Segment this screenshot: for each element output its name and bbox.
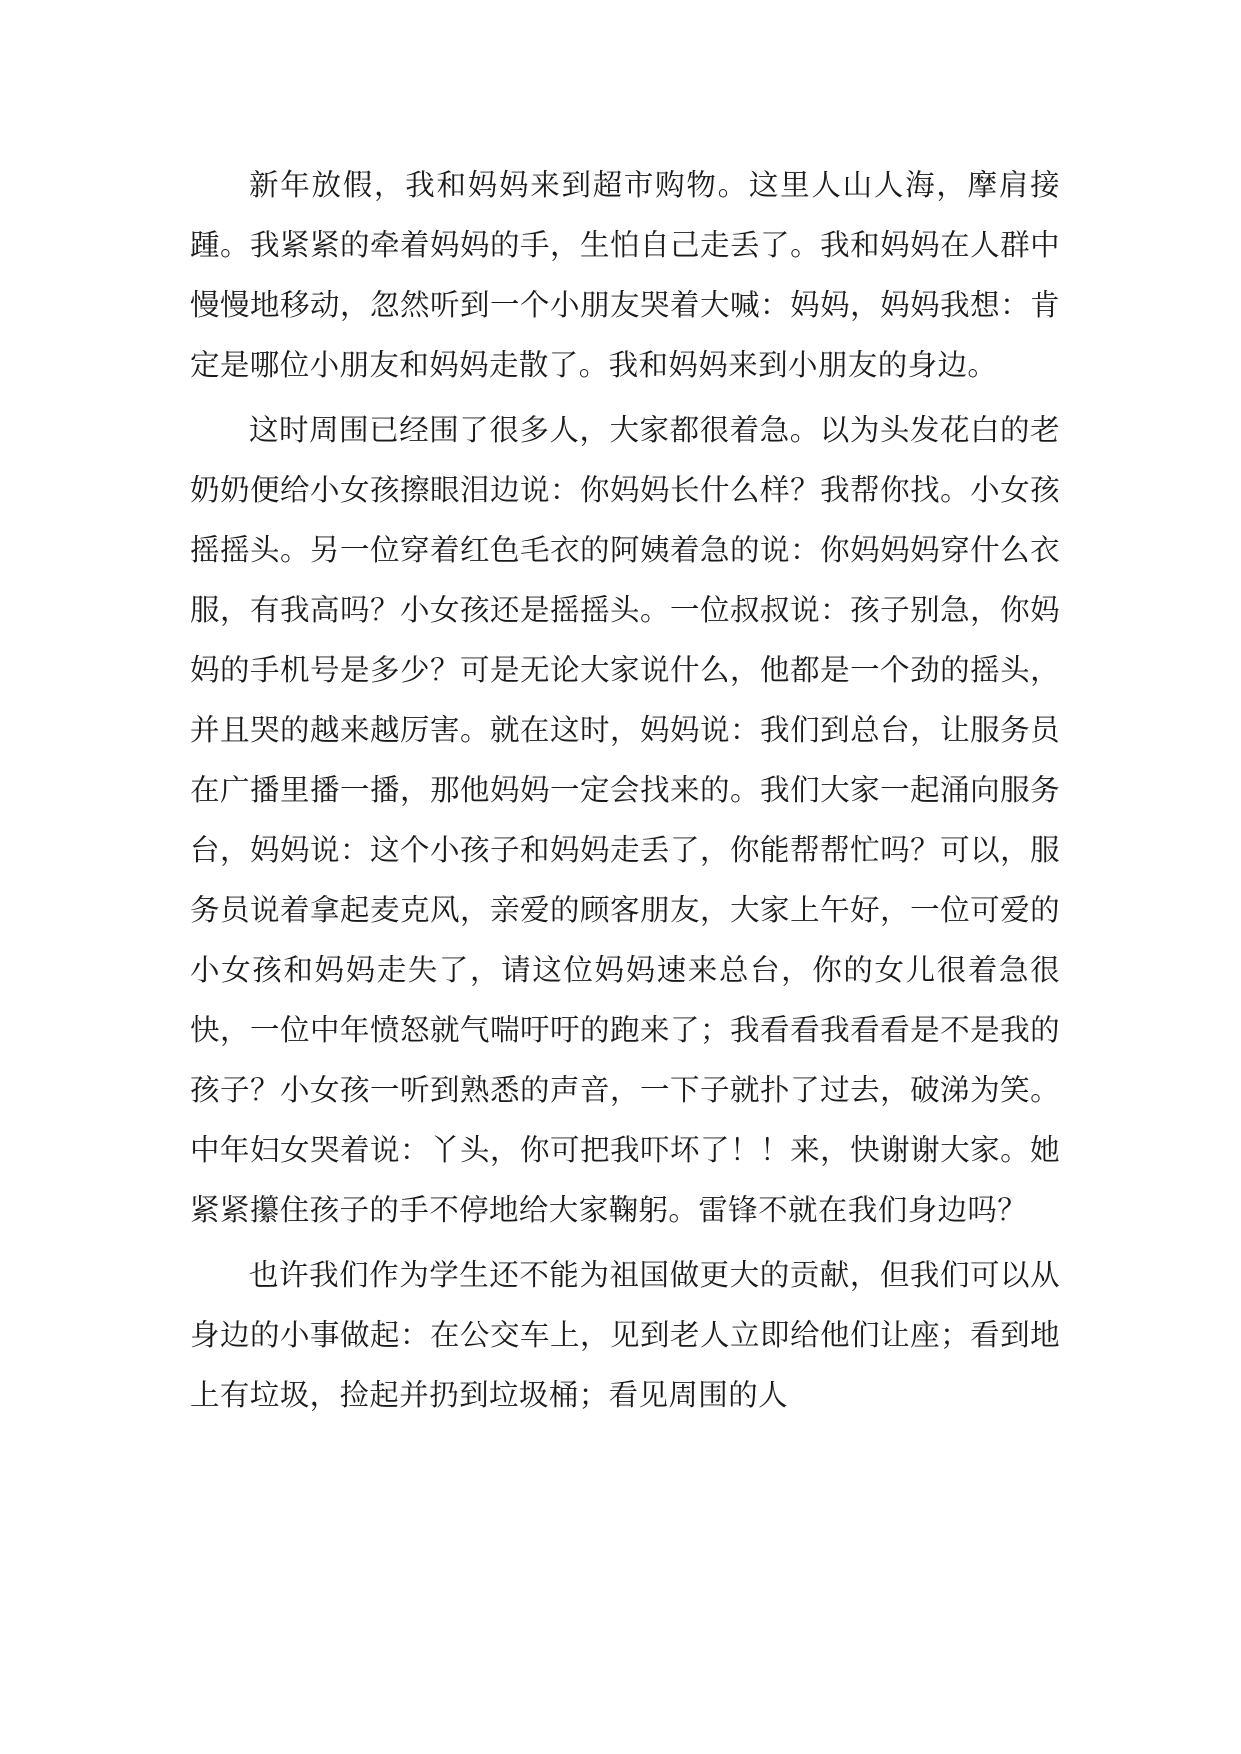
- document-body: [190, 155, 1060, 1430]
- paragraph-3: 也许我们作为学生还不能为祖国做更大的贡献，但我们可以从身边的小事做起：在公交车上，见到老人立即给他们让座；看到地上有垃圾，捡起并扔到垃圾桶；看见周围的人: [190, 1258, 1060, 1412]
- paragraph-2: 这时周围已经围了很多人，大家都很着急。以为头发花白的老奶奶便给小女孩擦眼泪边说：你妈妈长什么样？我帮你找。小女孩摇摇头。另一位穿着红色毛衣的阿姨着急的说：你妈妈妈穿什么衣服，有我高吗？小女孩还是摇摇头。一位叔叔说：孩子别急，你妈妈的手机号是多少？可是无论大家说什么，他都是一个劲的摇头，并且哭的越来越厉害。就在这时，妈妈说：我们到总台，让服务员在广播里播一播，那他妈妈一定会找来的。我们大家一起涌向服务台，妈妈说：这个小孩子和妈妈走丢了，你能帮帮忙吗？可以，服务员说着拿起麦克风，亲爱的顾客朋友，大家上午好，一位可爱的小女孩和妈妈走失了，请这位妈妈速来总台，你的女儿很着急很快，一位中年愤怒就气喘吁吁的跑来了；我看看我看看是不是我的孩子？小女孩一听到熟悉的声音，一下子就扑了过去，破涕为笑。中年妇女哭着说：丫头，你可把我吓坏了！！来，快谢谢大家。她紧紧攥住孩子的手不停地给大家鞠躬。雷锋不就在我们身边吗？: [190, 413, 1060, 1227]
- paragraph-1: 新年放假，我和妈妈来到超市购物。这里人山人海，摩肩接踵。我紧紧的牵着妈妈的手，生怕自己走丢了。我和妈妈在人群中慢慢地移动，忽然听到一个小朋友哭着大喊：妈妈，妈妈我想：肯定是哪位小朋友和妈妈走散了。我和妈妈来到小朋友的身边。: [190, 168, 1060, 382]
